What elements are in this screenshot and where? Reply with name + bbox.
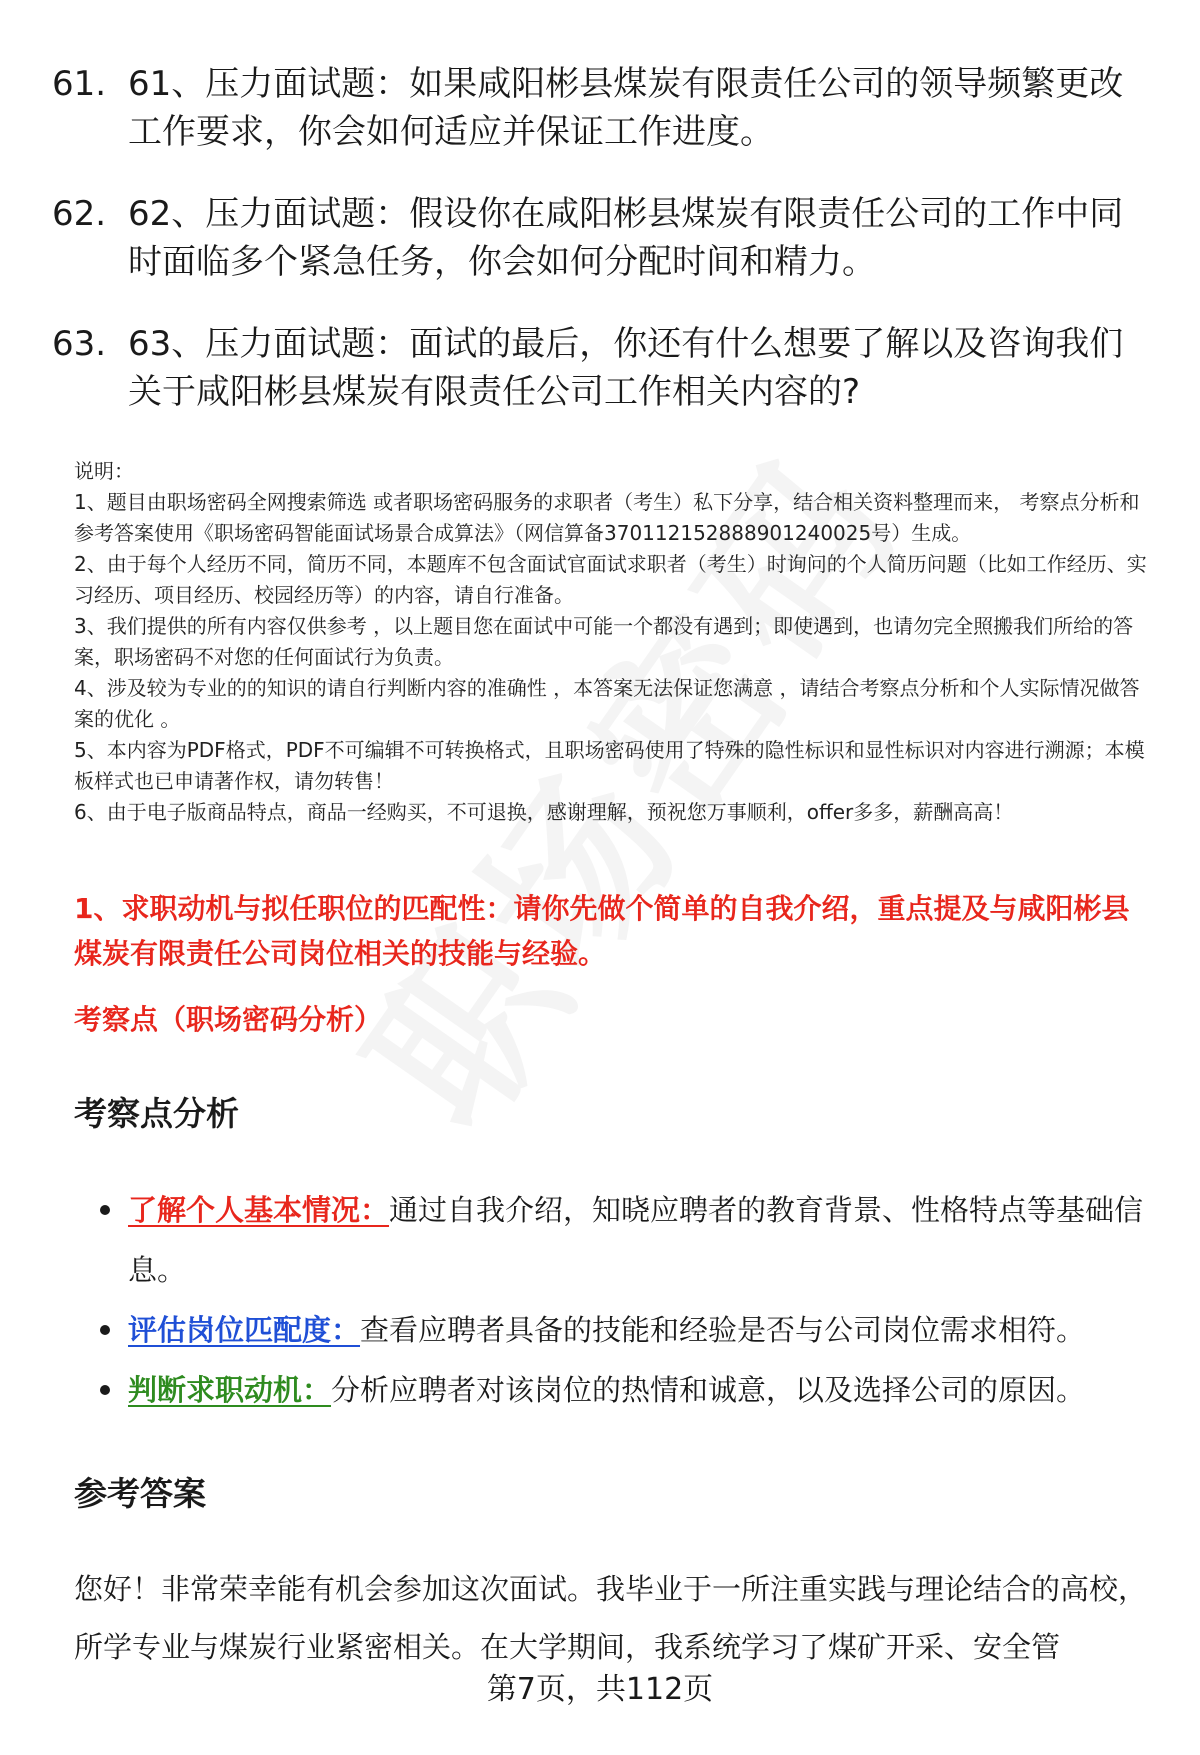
analysis-bullet bbox=[100, 1180, 1160, 1300]
bullet-dot-icon bbox=[100, 1325, 110, 1335]
question-number: 63. bbox=[52, 324, 107, 364]
notes-title: 说明： bbox=[74, 459, 134, 483]
question-text: 61、压力面试题：如果咸阳彬县煤炭有限责任公司的领导频繁更改工作要求，你会如何适应并保证工作进度。 bbox=[128, 64, 1124, 152]
question-item bbox=[52, 60, 1152, 156]
question-item bbox=[52, 190, 1152, 286]
bullet-keyword: 了解个人基本情况： bbox=[128, 1193, 390, 1227]
question-number: 61. bbox=[52, 64, 107, 104]
bullet-text: 查看应聘者具备的技能和经验是否与公司岗位需求相符。 bbox=[360, 1313, 1086, 1347]
question-list bbox=[52, 60, 1152, 450]
analysis-bullet bbox=[100, 1360, 1160, 1420]
analysis-bullet bbox=[100, 1300, 1160, 1360]
note-item: 3、我们提供的所有内容仅供参考 ，以上题目您在面试中可能一个都没有遇到；即使遇到，也请勿完全照搬我们所给的答案，职场密码不对您的任何面试行为负责。 bbox=[74, 614, 1134, 669]
section-subtitle: 考察点（职场密码分析） bbox=[74, 1003, 383, 1036]
note-item: 2、由于每个人经历不同，简历不同，本题库不包含面试官面试求职者（考生）时询问的个人简历问题（比如工作经历、实习经历、项目经历、校园经历等）的内容，请自行准备。 bbox=[74, 552, 1147, 607]
answer-text: 您好！非常荣幸能有机会参加这次面试。我毕业于一所注重实践与理论结合的高校，所学专业与煤炭行业紧密相关。在大学期间，我系统学习了煤矿开采、安全管 bbox=[74, 1572, 1148, 1664]
analysis-heading: 考察点分析 bbox=[74, 1094, 239, 1133]
note-item: 1、题目由职场密码全网搜索筛选 或者职场密码服务的求职者（考生）私下分享，结合相关资料整理而来， 考察点分析和参考答案使用《职场密码智能面试场景合成算法》（网信算备370112152888901240025号）生成。 bbox=[74, 490, 1140, 545]
answer-block bbox=[74, 1560, 1154, 1676]
question-item bbox=[52, 320, 1152, 416]
note-item: 5、本内容为PDF格式，PDF不可编辑不可转换格式，且职场密码使用了特殊的隐性标识和显性标识对内容进行溯源；本模板样式也已申请著作权，请勿转售！ bbox=[74, 738, 1145, 793]
note-item: 4、涉及较为专业的的知识的请自行判断内容的准确性 ，本答案无法保证您满意 ，请结合考察点分析和个人实际情况做答案的优化 。 bbox=[74, 676, 1140, 731]
bullet-text: 通过自我介绍，知晓应聘者的教育背景、性格特点等基础信息。 bbox=[128, 1193, 1144, 1287]
answer-heading: 参考答案 bbox=[74, 1474, 206, 1513]
question-text: 63、压力面试题：面试的最后，你还有什么想要了解以及咨询我们关于咸阳彬县煤炭有限责任公司工作相关内容的? bbox=[128, 324, 1124, 412]
bullet-keyword: 评估岗位匹配度： bbox=[128, 1313, 361, 1347]
bullet-dot-icon bbox=[100, 1385, 110, 1395]
bullet-dot-icon bbox=[100, 1205, 110, 1215]
question-text: 62、压力面试题：假设你在咸阳彬县煤炭有限责任公司的工作中同时面临多个紧急任务，你会如何分配时间和精力。 bbox=[128, 194, 1124, 282]
section-title: 1、求职动机与拟任职位的匹配性：请你先做个简单的自我介绍，重点提及与咸阳彬县煤炭有限责任公司岗位相关的技能与经验。 bbox=[74, 892, 1130, 970]
page-footer: 第7页，共112页 bbox=[486, 1672, 714, 1707]
bullet-keyword: 判断求职动机： bbox=[128, 1373, 332, 1407]
note-item: 6、由于电子版商品特点，商品一经购买，不可退换，感谢理解，预祝您万事顺利，offer多多，薪酬高高！ bbox=[74, 800, 1014, 824]
question-number: 62. bbox=[52, 194, 107, 234]
notes-block bbox=[74, 456, 1154, 828]
bullet-text: 分析应聘者对该岗位的热情和诚意，以及选择公司的原因。 bbox=[331, 1373, 1086, 1407]
analysis-bullet-list bbox=[100, 1180, 1160, 1420]
